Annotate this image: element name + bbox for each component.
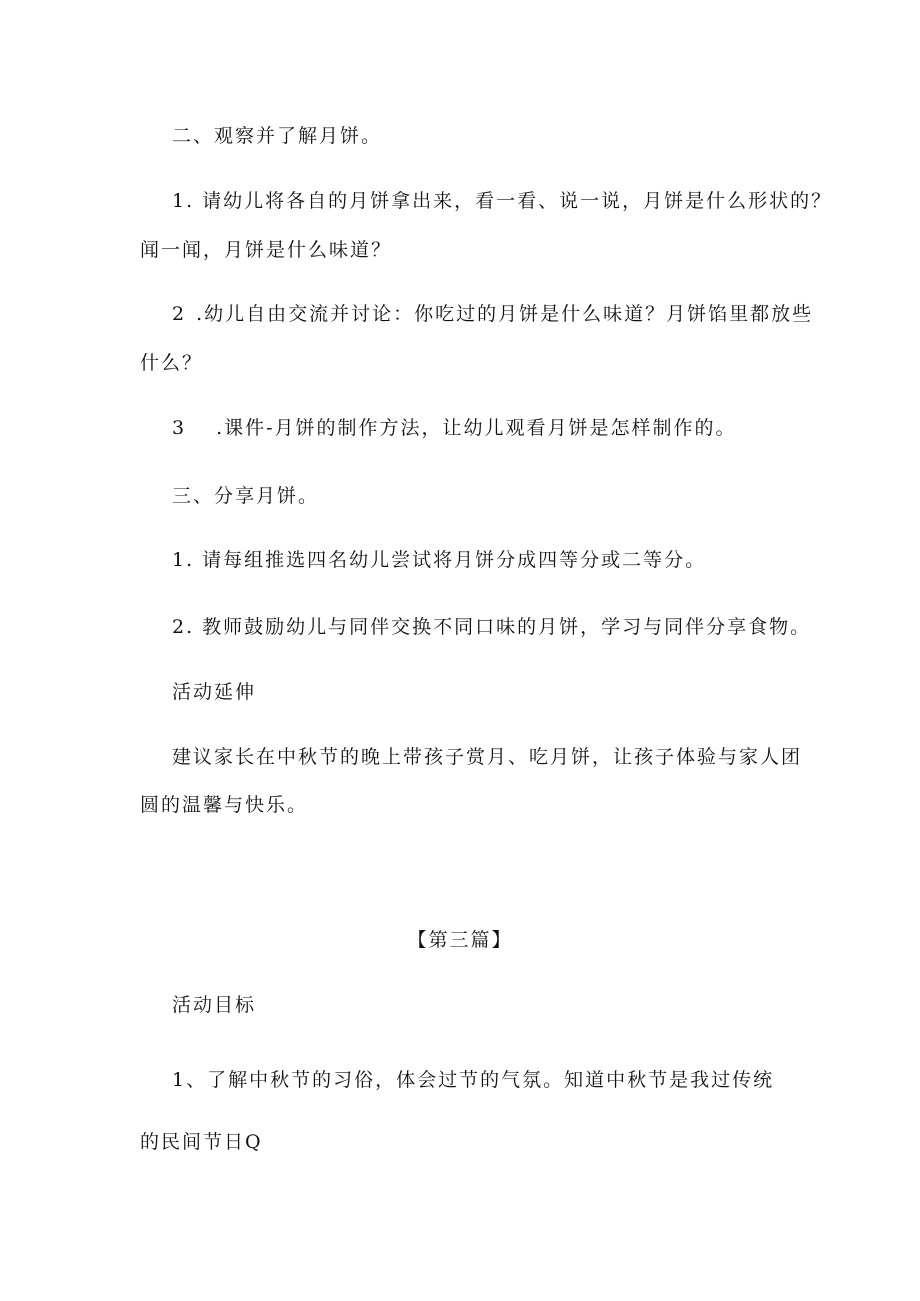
goal-1-line-2: 的民间节日Q <box>140 1131 263 1153</box>
section-two-item-1-line-2: 闻一闻，月饼是什么味道？ <box>140 239 393 261</box>
item-number: 2 <box>172 303 187 325</box>
activity-extension-line-1: 建议家长在中秋节的晚上带孩子赏月、吃月饼，让孩子体验与家人团 <box>172 746 803 768</box>
item-number: 3 <box>172 417 187 439</box>
item-text: .幼儿自由交流并讨论：你吃过的月饼是什么味道？月饼馅里都放些 <box>196 303 814 325</box>
section-three-title: 三、分享月饼。 <box>172 485 320 507</box>
section-two-title: 二、观察并了解月饼。 <box>172 125 383 147</box>
activity-extension-title: 活动延伸 <box>172 681 257 703</box>
section-two-item-2-line-2: 什么？ <box>140 352 204 374</box>
item-text: .课件-月饼的制作方法，让幼儿观看月饼是怎样制作的。 <box>216 417 737 439</box>
section-three-item-2: 2. 教师鼓励幼儿与同伴交换不同口味的月饼，学习与同伴分享食物。 <box>172 616 812 638</box>
section-two-item-1-line-1: 1. 请幼儿将各自的月饼拿出来，看一看、说一说，月饼是什么形状的？ <box>172 190 833 212</box>
part-three-heading: 【第三篇】 <box>407 929 513 951</box>
section-two-item-2-line-1 <box>172 302 832 326</box>
section-three-item-1: 1. 请每组推选四名幼儿尝试将月饼分成四等分或二等分。 <box>172 549 707 571</box>
activity-goals-title: 活动目标 <box>172 994 257 1016</box>
activity-extension-line-2: 圆的温馨与快乐。 <box>140 794 309 816</box>
section-two-item-3 <box>172 416 832 440</box>
goal-1-line-1: 1、了解中秋节的习俗，体会过节的气氛。知道中秋节是我过传统 <box>172 1069 775 1091</box>
